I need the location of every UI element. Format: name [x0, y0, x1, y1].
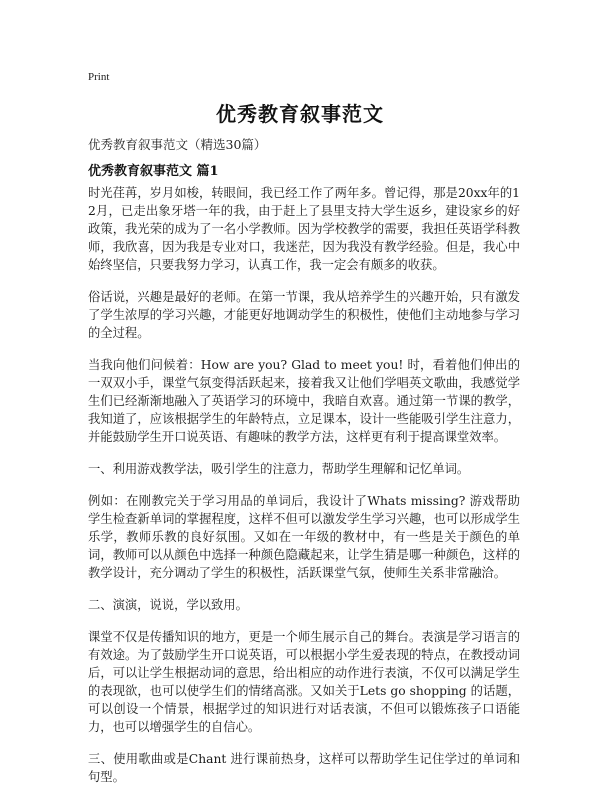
- paragraph: 例如：在刚教完关于学习用品的单词后，我设计了Whats missing? 游戏帮助学生检查新单词的掌握程度，这样不但可以激发学生学习兴趣，也可以形成学生乐学，教师乐教的良好氛围。又如在一年级的教材中，有一些是关于颜色的单词，教师可以从颜色中选择一种颜色隐藏起来，让学生猜是哪一种颜色，这样的教学设计，充分调动了学生的积极性，活跃课堂气氛，使师生关系非常融洽。: [88, 494, 520, 580]
- article-body: [88, 184, 520, 800]
- paragraph: 三、使用歌曲或是Chant 进行课前热身，这样可以帮助学生记住学过的单词和句型。: [88, 752, 520, 784]
- paragraph: 一、利用游戏教学法，吸引学生的注意力，帮助学生理解和记忆单词。: [88, 462, 470, 476]
- paragraph: 课堂不仅是传播知识的地方，更是一个师生展示自己的舞台。表演是学习语言的有效途。为了鼓励学生开口说英语，可以根据小学生爱表现的特点，在教授动词后，可以让学生根据动词的意思，给出相应的动作进行表演，不仅可以满足学生的表现欲，也可以使学生们的情绪高涨。又如关于Lets go shopping 的话题，可以创设一个情景，根据学过的知识进行对话表演，不但可以锻炼孩子口语能力，也可以增强学生的自信心。: [88, 630, 520, 734]
- section-heading: 优秀教育叙事范文 篇1: [88, 164, 219, 179]
- paragraph: 俗话说，兴趣是最好的老师。在第一节课，我从培养学生的兴趣开始，只有激发了学生浓厚的学习兴趣，才能更好地调动学生的积极性，使他们主动地参与学习的全过程。: [88, 290, 520, 340]
- page-title: 优秀教育叙事范文: [216, 102, 384, 126]
- paragraph: 时光荏苒，岁月如梭，转眼间，我已经工作了两年多。曾记得，那是20xx年的12月，已走出象牙塔一年的我，由于赶上了县里支持大学生返乡，建设家乡的好政策，我光荣的成为了一名小学教师。因为学校教学的需要，我担任英语学科教师，我欣喜，因为我是专业对口，我迷茫，因为我没有教学经验。但是，我心中始终坚信，只要我努力学习，认真工作，我一定会有颇多的收获。: [88, 186, 520, 272]
- paragraph: 当我向他们问候着：How are you? Glad to meet you! 时，看着他们伸出的一双双小手，课堂气氛变得活跃起来，接着我又让他们学唱英文歌曲，我感觉学生们已经渐渐地融入了英语学习的环境中，我暗自欢喜。通过第一节课的教学，我知道了，应该根据学生的年龄特点，立足课本，设计一些能吸引学生注意力，并能鼓励学生开口说英语、有趣味的教学方法，这样更有利于提高课堂效率。: [88, 358, 520, 444]
- paragraph: 二、演演，说说，学以致用。: [88, 598, 248, 612]
- document-subtitle: 优秀教育叙事范文（精选30篇）: [88, 137, 267, 152]
- print-label: Print: [88, 71, 110, 83]
